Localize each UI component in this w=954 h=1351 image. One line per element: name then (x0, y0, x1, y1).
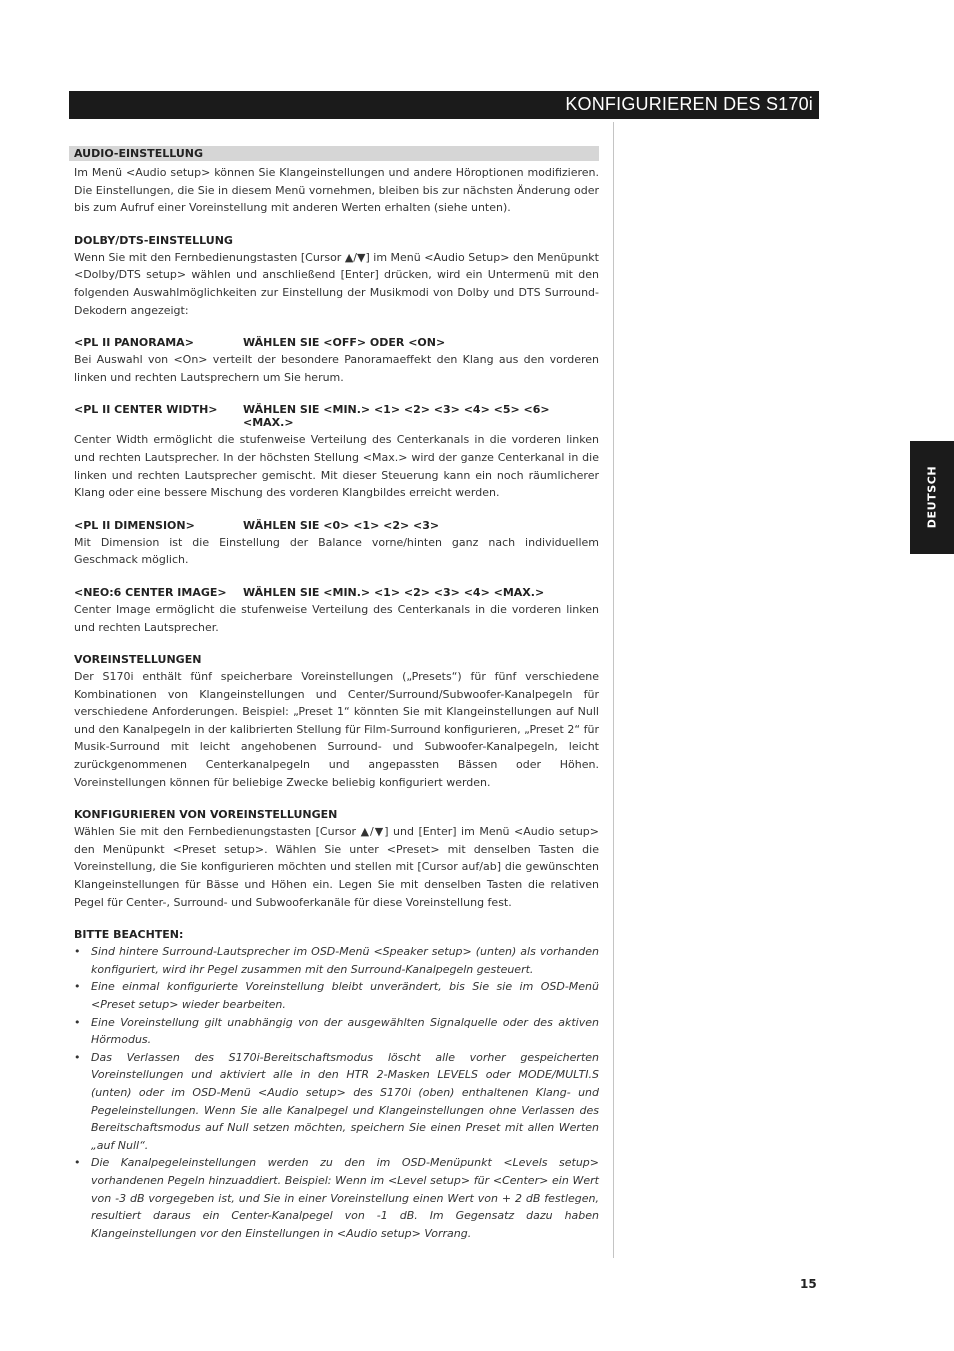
section-title-notes: BITTE BEACHTEN: (74, 928, 184, 942)
section-presets (69, 653, 599, 791)
param-values: WÄHLEN SIE <OFF> ODER <ON> (243, 336, 446, 350)
bullet: • (74, 1050, 81, 1064)
bullet: • (74, 980, 81, 994)
section-text-dolby: Wenn Sie mit den Fernbedienungstasten [Cursor ▲/▼] im Menü <Audio Setup> den Menüpunkt <Dolby/DTS setup> wählen und anschließend [Enter] drücken, wird ein Untermenü mit den folgenden Auswahlmöglichkeiten zur Einstellung der Musikmodi von Dolby und DTS Surround-Dekodern angezeigt: (74, 250, 599, 317)
language-tab (910, 441, 954, 554)
section-title-audio: AUDIO-EINSTELLUNG (69, 146, 599, 161)
note-text: Sind hintere Surround-Lautsprecher im OSD-Menü <Speaker setup> (unten) als vorhanden konfiguriert, wird ihr Pegel zusammen mit den Surround-Kanalpegeln gesteuert. (91, 945, 599, 976)
param-name: <NEO:6 CENTER IMAGE> (74, 585, 227, 599)
column-divider (613, 122, 614, 1258)
note-text: Eine einmal konfigurierte Voreinstellung bleibt unverändert, bis Sie sie im OSD-Menü <Preset setup> wieder bearbeiten. (91, 980, 599, 1011)
list-item (74, 1154, 599, 1242)
note-text: Die Kanalpegeleinstellungen werden zu den im OSD-Menüpunkt <Levels setup> vorhandenen Pegeln hinzuaddiert. Beispiel: Wenn im <Level setup> für <Center> ein Wert von -3 dB vorgegeben ist, und Sie in einer Voreinstellung einen Wert von + 2 dB festlegen, resultiert daraus ein Center-Kanalpegel von -1 dB. Im Gegensatz dazu haben Klangeinstellungen vor den Einstellungen in <Audio setup> Vorrang. (91, 1156, 599, 1240)
page-title: KONFIGURIEREN DES S170i (565, 94, 813, 114)
param-heading (69, 519, 599, 532)
param-values: WÄHLEN SIE <MIN.> <1> <2> <3> <4> <MAX.> (243, 585, 545, 599)
param-name: <PL II DIMENSION> (74, 518, 195, 532)
param-text: Bei Auswahl von <On> verteilt der besondere Panoramaeffekt den Klang aus den vorderen linken und rechten Lautsprechern um Sie herum. (74, 353, 599, 384)
list-item (74, 1014, 599, 1049)
param-name: <PL II CENTER WIDTH> (74, 403, 218, 417)
page-number: 15 (800, 1277, 817, 1291)
param-text: Mit Dimension ist die Einstellung der Balance vorne/hinten ganz nach individuellem Geschmack möglich. (74, 535, 599, 567)
param-pl2-center-width (69, 403, 599, 501)
section-text-configure: Wählen Sie mit den Fernbedienungstasten [Cursor ▲/▼] und [Enter] im Menü <Audio setup> den Menüpunkt <Preset setup>. Wählen Sie unter <Preset> mit denselben Tasten die Voreinstellung, die Sie konfigurieren möchten und stellen mit [Cursor auf/ab] die gewünschten Klangeinstellungen für Bässe und Höhen ein. Legen Sie mit denselben Tasten die relativen Pegel für Center-, Surround- und Subwooferkanäle für diese Voreinstellung fest. (74, 825, 599, 909)
param-name: <PL II PANORAMA> (74, 336, 194, 350)
section-text-audio: Im Menü <Audio setup> können Sie Klangeinstellungen und andere Höroptionen modifizieren. Die Einstellungen, die Sie in diesem Menü vornehmen, bleiben bis zur nächsten Änderung oder bis zum Aufruf einer Voreinstellung mit anderen Werten erhalten (siehe unten). (74, 166, 599, 215)
bullet: • (74, 1015, 81, 1029)
param-pl2-panorama (69, 336, 599, 386)
note-text: Eine Voreinstellung gilt unabhängig von der ausgewählten Signalquelle oder des aktiven Hörmodus. (91, 1015, 599, 1047)
param-text: Center Width ermöglicht die stufenweise Verteilung des Centerkanals in die vorderen linken und rechten Lautsprecher. In der höchsten Stellung <Max.> wird der ganze Centerkanal in die linken und rechten Lautsprecher gemischt. Mit dieser Steuerung kann ein noch räumlicherer Klang oder eine bessere Mischung des vorderen Klangbildes erreicht werden. (74, 433, 599, 500)
main-column (69, 146, 599, 1259)
param-neo6-center-image (69, 586, 599, 636)
section-text-presets: Der S170i enthält fünf speicherbare Voreinstellungen („Presets“) für fünf verschiedene Kombinationen von Klangeinstellungen und Center/Surround/Subwoofer-Kanalpegeln für verschiedene Anforderungen. Beispiel: „Preset 1“ könnten Sie mit Klangeinstellungen auf Null und den Kanalpegeln in der kalibrierten Stellung für Film-Surround konfigurieren, „Preset 2“ für Musik-Surround mit leicht angehobenen Surround- und Subwoofer-Kanalpegeln, leicht zurückgenommenen Centerkanalpegeln und angepassten Bässen oder Höhen. Voreinstellungen können für beliebige Zwecke beliebig konfiguriert werden. (74, 670, 599, 789)
param-heading (69, 586, 599, 599)
language-tab-label: DEUTSCH (925, 465, 939, 529)
bullet: • (74, 945, 81, 959)
section-dolby-dts (69, 234, 599, 319)
notes-list (69, 943, 599, 1242)
list-item (74, 1049, 599, 1155)
section-configure-presets (69, 808, 599, 911)
section-notes (69, 928, 599, 1242)
header-bar (69, 91, 819, 119)
param-heading (69, 336, 599, 349)
param-heading (69, 403, 599, 429)
section-title-configure: KONFIGURIEREN VON VOREINSTELLUNGEN (74, 808, 338, 822)
param-values: WÄHLEN SIE <0> <1> <2> <3> (243, 518, 440, 532)
note-text: Das Verlassen des S170i-Bereitschaftsmodus löscht alle vorher gespeicherten Voreinstellungen und aktiviert alle in den HTR 2-Masken LEVELS oder MODE/MULTI.S (unten) oder im OSD-Menü <Audio setup> des S170i (oben) enthaltenen Klang- und Pegeleinstellungen. Wenn Sie alle Kanalpegel und Klangeinstellungen ohne Verlassen des Bereitschaftsmodus auf Null setzen möchten, speichern Sie einen Preset mit allen Werten „auf Null“. (91, 1050, 599, 1152)
section-title-presets: VOREINSTELLUNGEN (74, 653, 202, 667)
section-title-dolby: DOLBY/DTS-EINSTELLUNG (74, 233, 233, 247)
param-values: WÄHLEN SIE <MIN.> <1> <2> <3> <4> <5> <6> <MAX.> (243, 403, 550, 430)
param-pl2-dimension (69, 519, 599, 569)
bullet: • (74, 1156, 81, 1170)
list-item (74, 943, 599, 978)
section-audio-setup (69, 146, 599, 217)
param-text: Center Image ermöglicht die stufenweise Verteilung des Centerkanals in die vorderen linken und rechten Lautsprecher. (74, 602, 599, 634)
list-item (74, 978, 599, 1013)
